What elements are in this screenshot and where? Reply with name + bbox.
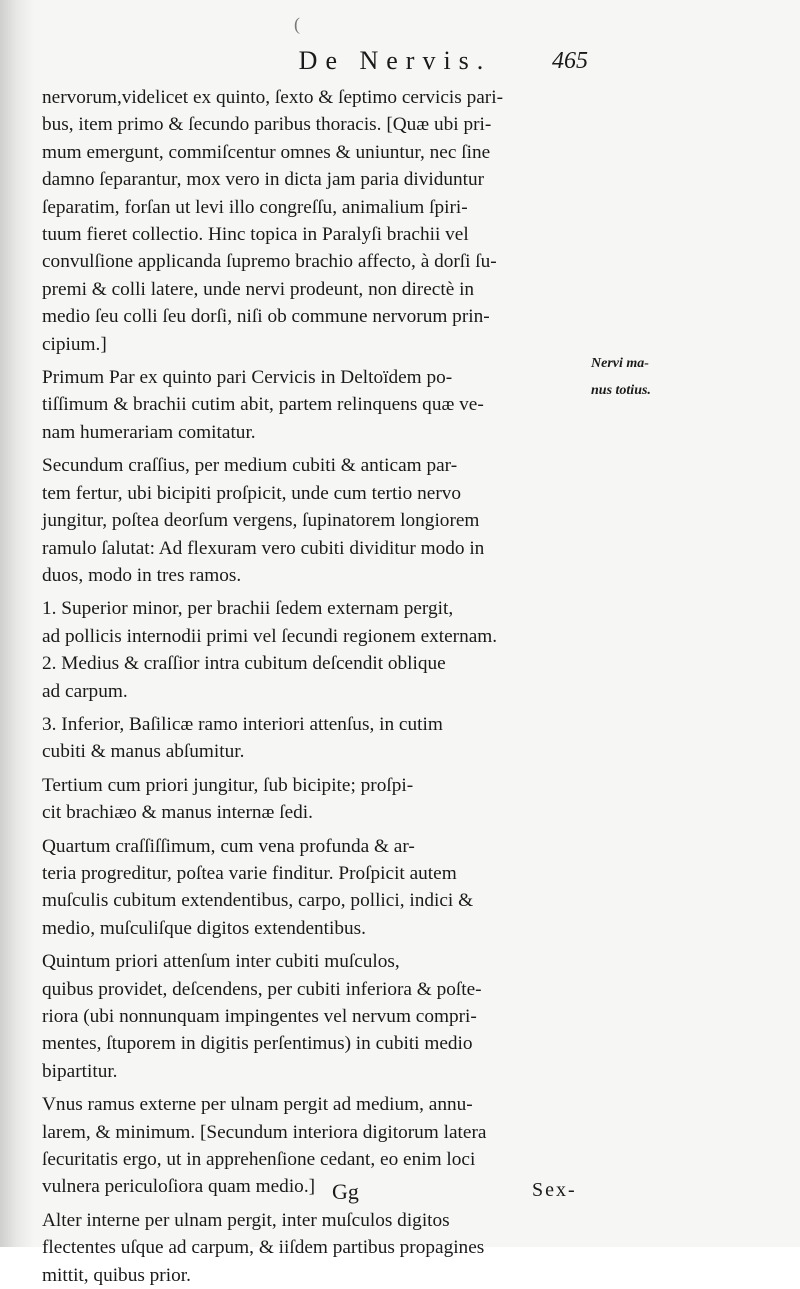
text-line: mittit, quibus prior. [42, 1264, 191, 1286]
text-line: Tertium cum priori jungitur, ſub bicipite; proſpi- [42, 774, 414, 796]
text-line: cipium.] [42, 333, 107, 355]
running-header: De Nervis. [298, 46, 492, 75]
text-line: mentes, ſtuporem in digitis perſentimus) in cubiti medio [42, 1033, 473, 1055]
text-line: cit brachiæo & manus internæ ſedi. [42, 802, 313, 824]
marginal-note-line: Nervi ma- [591, 356, 649, 371]
text-line: bus, item primo & ſecundo paribus thoracis. [Quæ ubi pri- [42, 114, 492, 136]
text-line: Alter interne per ulnam pergit, inter muſculos digitos [42, 1209, 450, 1231]
text-line: larem, & minimum. [Secundum interiora digitorum latera [42, 1121, 487, 1143]
text-line: quibus providet, deſcendens, per cubiti inferiora & poſte- [42, 978, 482, 1000]
text-line: teria progreditur, poſtea varie finditur. Proſpicit autem [42, 862, 457, 884]
text-line: damno ſeparantur, mox vero in dicta jam paria dividuntur [42, 169, 485, 191]
text-line: tiſſimum & brachii cutim abit, partem relinquens quæ ve- [42, 394, 484, 416]
page-number: 465 [552, 48, 588, 74]
text-line: Quartum craſſiſſimum, cum vena profunda & ar- [42, 835, 415, 857]
text-line: ad pollicis internodii primi vel ſecundi regionem externam. [42, 625, 498, 647]
text-line: ſeparatim, forſan ut levi illo congreſſu, animalium ſpiri- [42, 196, 468, 218]
text-line: mum emergunt, commiſcentur omnes & uniuntur, nec ſine [42, 141, 491, 163]
text-line: 1. Superior minor, per brachii ſedem externam pergit, [42, 598, 454, 620]
text-line: cubiti & manus abſumitur. [42, 741, 245, 763]
text-line: medio, muſculiſque digitos extendentibus. [42, 917, 366, 939]
marginal-note-line: nus totius. [591, 383, 651, 398]
text-line: Secundum craſſius, per medium cubiti & anticam par- [42, 455, 458, 477]
text-line: duos, modo in tres ramos. [42, 564, 242, 586]
stray-ink-mark: ( [294, 14, 300, 34]
text-line: premi & colli latere, unde nervi prodeunt, non directè in [42, 278, 475, 300]
signature-mark: Gg [332, 1179, 359, 1204]
text-line: flectentes uſque ad carpum, & iiſdem partibus propagines [42, 1237, 485, 1259]
text-line: 3. Inferior, Baſilicæ ramo interiori attenſus, in cutim [42, 713, 443, 735]
text-line: bipartitur. [42, 1060, 118, 1082]
text-line: nam humerariam comitatur. [42, 421, 256, 443]
text-line: medio ſeu colli ſeu dorſi, niſi ob commune nervorum prin- [42, 306, 490, 328]
text-line: Vnus ramus externe per ulnam pergit ad medium, annu- [42, 1094, 473, 1116]
text-line: muſculis cubitum extendentibus, carpo, pollici, indici & [42, 890, 474, 912]
text-line: convulſione applicanda ſupremo brachio affecto, à dorſi ſu- [42, 251, 497, 273]
text-line: ramulo ſalutat: Ad flexuram vero cubiti dividitur modo in [42, 537, 485, 559]
text-line: ſecuritatis ergo, ut in apprehenſione cedant, eo enim loci [42, 1149, 476, 1171]
text-line: tem fertur, ubi bicipiti proſpicit, unde cum tertio nervo [42, 482, 462, 504]
text-line: nervorum,videlicet ex quinto, ſexto & ſeptimo cervicis pari- [42, 87, 504, 108]
text-line: vulnera periculoſiora quam medio.] [42, 1176, 316, 1198]
marginal-note [591, 350, 681, 404]
text-line: 2. Medius & craſſior intra cubitum deſcendit oblique [42, 653, 446, 675]
body-text [42, 84, 588, 1289]
text-line: riora (ubi nonnunquam impingentes vel nervum compri- [42, 1006, 477, 1027]
text-line: Primum Par ex quinto pari Cervicis in Deltoïdem po- [42, 367, 453, 389]
catchword: Sex- [532, 1179, 577, 1201]
text-line: Quintum priori attenſum inter cubiti muſculos, [42, 951, 400, 973]
text-line: ad carpum. [42, 680, 128, 702]
text-line: tuum fieret collectio. Hinc topica in Paralyſi brachii vel [42, 224, 469, 246]
text-line: jungitur, poſtea deorſum vergens, ſupinatorem longiorem [42, 510, 480, 532]
